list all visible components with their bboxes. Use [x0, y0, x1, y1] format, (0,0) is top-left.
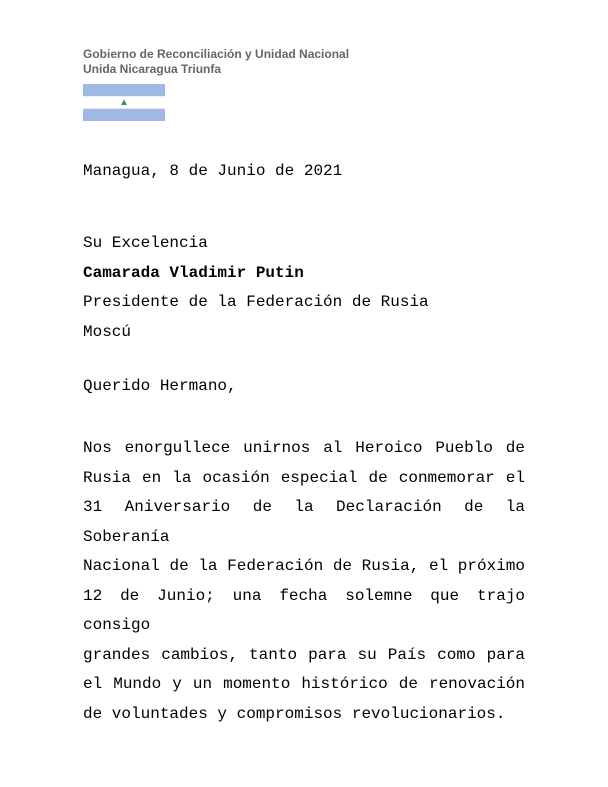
letter-paragraph	[83, 434, 525, 729]
flag-bottom-stripe	[83, 109, 165, 121]
recipient-city: Moscú	[83, 322, 132, 341]
recipient-block	[83, 229, 429, 347]
paragraph-line: el Mundo y un momento histórico de renovación	[83, 675, 525, 693]
letterhead-government-name: Gobierno de Reconciliación y Unidad Nacional	[83, 47, 350, 61]
paragraph-line: 31 Aniversario de la Declaración de la Soberanía	[83, 498, 525, 546]
nicaragua-flag-icon	[83, 84, 165, 121]
recipient-honorific: Su Excelencia	[83, 234, 208, 252]
paragraph-line: de voluntades y compromisos revolucionarios.	[83, 704, 506, 723]
letterhead	[83, 47, 349, 77]
paragraph-line: Nos enorgullece unirnos al Heroico Pueblo de	[83, 439, 525, 457]
flag-top-stripe	[83, 84, 165, 96]
recipient-title: Presidente de la Federación de Rusia	[83, 293, 429, 311]
letter-salutation: Querido Hermano,	[83, 377, 237, 395]
letterhead-slogan: Unida Nicaragua Triunfa	[83, 62, 222, 76]
letter-date: Managua, 8 de Junio de 2021	[83, 162, 343, 180]
recipient-name: Camarada Vladimir Putin	[83, 263, 304, 282]
paragraph-line: Rusia en la ocasión especial de conmemorar el	[83, 468, 525, 487]
paragraph-line: 12 de Junio; una fecha solemne que trajo consigo	[83, 586, 525, 634]
paragraph-line: Nacional de la Federación de Rusia, el próximo	[83, 557, 525, 575]
paragraph-line: grandes cambios, tanto para su País como para	[83, 645, 525, 664]
